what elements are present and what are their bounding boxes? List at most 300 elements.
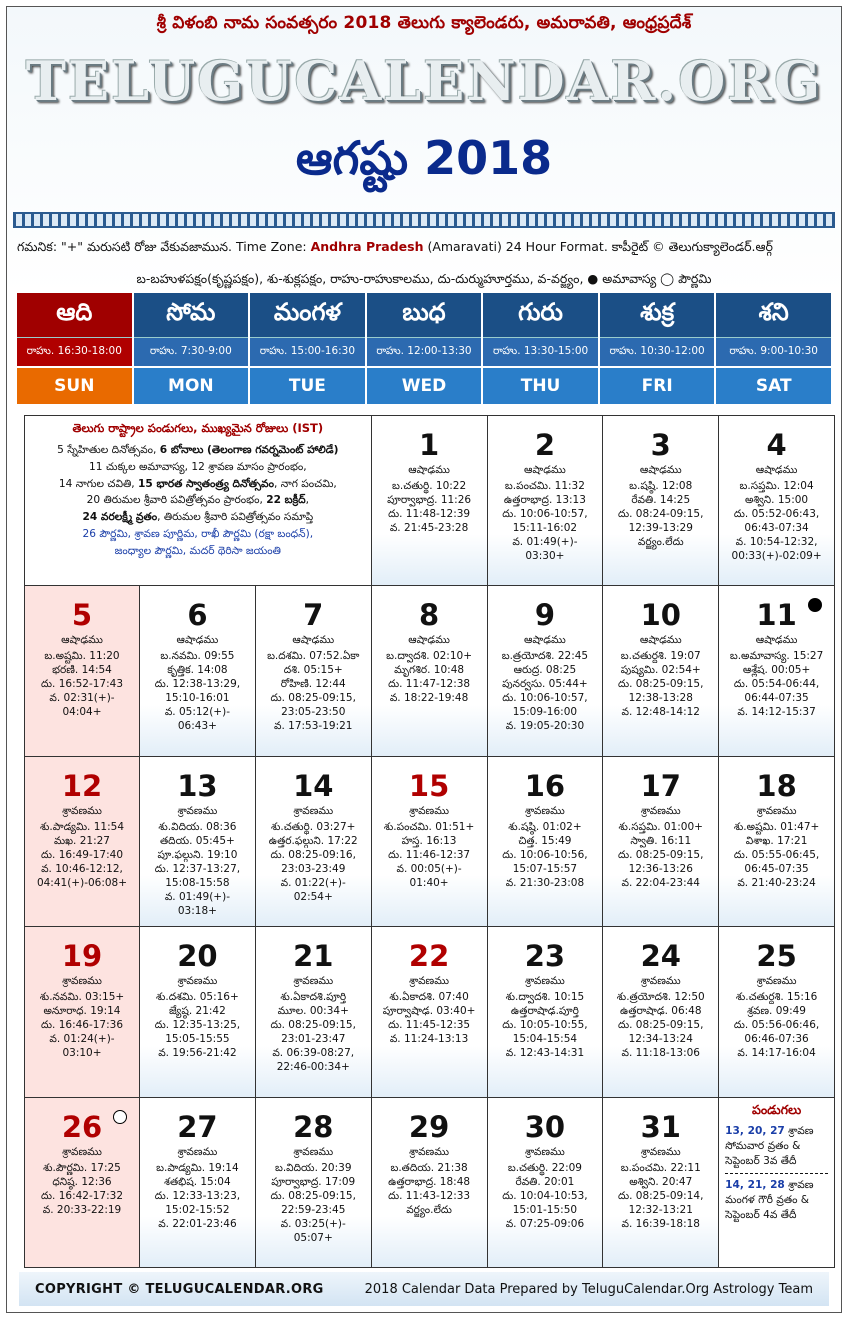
panchang-line: వ. 17:53-19:21	[274, 720, 353, 733]
panchang-line: 00:33(+)-02:09+	[731, 550, 822, 562]
panchang-line: దు. 10:06-10:57,	[502, 692, 588, 705]
panchang-line: వర్జ్యం.లేదు	[637, 536, 684, 548]
date-number: 7	[303, 598, 324, 633]
day-cell-10	[603, 586, 719, 756]
panchang-line: ఆశ్లేష. 00:05+	[742, 664, 811, 677]
panchang-line: దు. 05:55-06:45,	[733, 848, 820, 861]
weekday-english: FRI	[600, 366, 715, 404]
day-cell-12	[25, 757, 140, 927]
weekday-header-mon	[134, 293, 249, 404]
festival-text: , నాగ పంచమి,	[273, 477, 337, 490]
weekday-rahukalam: రాహు. 12:00-13:30	[367, 337, 482, 366]
panchang-line: శు.అష్టమి. 01:47+	[733, 820, 820, 833]
lunar-month: శ్రావణము	[756, 975, 797, 988]
panchang-line: దు. 08:25-09:16,	[270, 848, 356, 861]
weekday-header-thu	[483, 293, 598, 404]
panchang-line: బ.దశమి. 07:52.ఏకా	[267, 650, 360, 663]
panchang-line: వర్జ్యం.లేదు	[406, 1203, 452, 1216]
panchang-line: 04:04+	[62, 706, 102, 719]
panchang-line: శు.చతుర్థి. 03:27+	[270, 820, 356, 833]
panchang-line: 12:32-13:21	[628, 1203, 693, 1216]
calendar-page	[6, 6, 842, 1313]
panchang-line: దు. 10:04-10:53,	[502, 1189, 588, 1202]
panchang-line: 15:05-15:55	[165, 1033, 230, 1046]
panchang-line: వ. 12:43-14:31	[505, 1047, 585, 1060]
panchang-line: వ. 20:33-22:19	[42, 1203, 122, 1216]
lunar-month: ఆషాఢము	[292, 634, 335, 647]
panchang-line: 15:10-16:01	[165, 692, 230, 705]
panchang-line: దు. 08:25-09:15,	[618, 848, 704, 861]
pandugalu-box	[719, 1098, 835, 1268]
panchang-line: దు. 10:06-10:57,	[502, 508, 588, 520]
lunar-month: శ్రావణము	[756, 804, 797, 817]
panchang-line: 22:46-00:34+	[276, 1061, 350, 1074]
lunar-month: ఆషాఢము	[408, 464, 450, 476]
panchang-line: వ. 03:25(+)-	[280, 1217, 346, 1230]
panchang-line: వ. 19:56-21:42	[158, 1047, 237, 1060]
date-number: 23	[524, 939, 566, 974]
panchang-line: పునర్వసు. 05:44+	[502, 678, 588, 691]
festival-text: 14 నాగుల చవితి,	[58, 477, 139, 490]
panchang-line: 23:03-23:49	[281, 862, 346, 875]
lunar-month: శ్రావణము	[293, 804, 334, 817]
lunar-month: శ్రావణము	[177, 804, 218, 817]
panchang-line: మృగశిర. 10:48	[394, 664, 465, 677]
weekday-rahukalam: రాహు. 9:00-10:30	[716, 337, 831, 366]
day-cell-30	[488, 1098, 604, 1268]
panchang-line: వ. 22:04-23:44	[621, 876, 700, 889]
panchang-line: శు.ఏకాదశి.పూర్తి	[280, 991, 347, 1004]
panchang-line: శు.పాడ్యమి. 11:54	[40, 820, 124, 833]
lunar-month: ఆషాఢము	[639, 464, 682, 476]
panchang-line: 12:36-13:26	[628, 862, 693, 875]
panchang-line: వ. 02:31(+)-	[49, 692, 115, 705]
panchang-line: తదియ. 05:45+	[160, 834, 235, 847]
panchang-line: దు. 12:38-13:29,	[154, 678, 241, 691]
festival-line	[29, 509, 367, 526]
festival-text: 15 భారత స్వాతంత్ర్య దినోత్సవం	[138, 477, 274, 490]
panchang-line: 06:43+	[177, 720, 217, 733]
lunar-month: శ్రావణము	[293, 975, 334, 988]
date-number: 20	[177, 939, 218, 974]
lunar-month: ఆషాఢము	[755, 464, 798, 476]
lunar-month: శ్రావణము	[409, 804, 449, 817]
day-cell-4	[719, 416, 835, 586]
weekday-telugu: మంగళ	[250, 293, 365, 337]
date-number: 11	[756, 598, 797, 633]
day-cell-3	[603, 416, 719, 586]
panchang-line: దు. 08:25-09:15,	[618, 1019, 704, 1032]
lunar-month: శ్రావణము	[525, 804, 565, 817]
calendar-grid	[24, 415, 835, 1268]
panchang-line: జ్యేష్ఠ. 21:42	[169, 1005, 226, 1018]
panchang-line: 22:59-23:45	[281, 1203, 346, 1216]
panchang-line: బ.అష్టమి. 11:20	[44, 650, 120, 663]
panchang-line: 12:38-13:28	[628, 692, 693, 705]
panchang-line: దు. 16:49-17:40	[40, 848, 124, 861]
panchang-line: వ. 01:24(+)-	[49, 1033, 115, 1046]
day-cell-17	[603, 757, 719, 927]
date-number: 19	[61, 939, 103, 974]
date-number: 6	[187, 598, 208, 633]
panchang-line: బ.షష్ఠి. 12:08	[629, 480, 693, 492]
panchang-line: ధనిష్ఠ. 12:36	[52, 1175, 112, 1188]
panchang-line: పూ.ఫల్గుని. 19:10	[157, 848, 238, 861]
panchang-line: 15:04-15:54	[512, 1033, 578, 1046]
panchang-line: వ. 10:54-12:32,	[735, 536, 818, 548]
panchang-line: దు. 08:25-09:15,	[270, 1189, 356, 1202]
panchang-line: శు.ద్వాదశి. 10:15	[505, 991, 585, 1004]
panchang-line: దు. 10:06-10:56,	[502, 848, 588, 861]
panchang-line: వ. 06:39-08:27,	[272, 1047, 355, 1060]
lunar-month: శ్రావణము	[525, 1145, 565, 1158]
date-number: 28	[293, 1109, 334, 1144]
day-cell-16	[488, 757, 604, 927]
panchang-line: దు. 08:25-09:14,	[618, 1189, 704, 1202]
day-cell-25	[719, 927, 835, 1097]
footer-copyright: COPYRIGHT © TELUGUCALENDAR.ORG	[35, 1281, 324, 1297]
panchang-line: దు. 11:43-12:33	[388, 1189, 471, 1202]
festival-line: 26 పౌర్ణమి, శ్రావణ పూర్ణిమ, రాఖీ పౌర్ణమి (రక్షా బంధన్),	[82, 527, 314, 540]
timezone-note	[17, 239, 835, 258]
weekday-header-sun	[17, 293, 132, 404]
panchang-line: 15:09-16:00	[512, 706, 578, 719]
panchang-line: అనూరాధ. 19:14	[43, 1005, 121, 1018]
weekday-header-row	[17, 293, 831, 404]
day-cell-22	[372, 927, 488, 1097]
panchang-line: శు.నవమి. 03:15+	[39, 991, 125, 1004]
dashed-separator	[725, 1173, 828, 1174]
day-cell-18	[719, 757, 835, 927]
day-cell-29	[372, 1098, 488, 1268]
panchang-line: బ.విదియ. 20:39	[274, 1161, 352, 1174]
panchang-line: వ. 22:01-23:46	[158, 1217, 237, 1230]
lunar-month: ఆషాఢము	[524, 634, 566, 647]
weekday-rahukalam: రాహు. 15:00-16:30	[250, 337, 365, 366]
panchang-line: చిత్త. 15:49	[518, 834, 572, 847]
date-number: 29	[408, 1109, 450, 1144]
panchang-line: అశ్విని. 20:47	[629, 1175, 693, 1188]
date-number: 18	[756, 768, 797, 803]
panchang-line: మూల. 00:34+	[277, 1005, 349, 1018]
date-number: 15	[408, 768, 450, 803]
panchang-line: దు. 10:05-10:55,	[502, 1019, 588, 1032]
panchang-line: 15:08-15:58	[165, 876, 230, 889]
day-cell-20	[140, 927, 256, 1097]
date-number: 5	[71, 598, 93, 633]
panchang-line: బ.నవమి. 09:55	[160, 650, 235, 663]
panchang-line: దు. 08:24-09:15,	[618, 508, 704, 520]
pandugalu-text: శ్రావణ మంగళ గౌరీ వ్రతం & సెప్టెంబర్ 4వ తేదీ	[725, 1178, 814, 1221]
weekday-header-tue	[250, 293, 365, 404]
date-number: 27	[177, 1109, 218, 1144]
festival-list	[25, 416, 372, 586]
weekday-telugu: ఆది	[17, 293, 132, 337]
panchang-line: దు. 05:56-06:46,	[733, 1019, 820, 1032]
panchang-line: మఖ. 21:27	[54, 834, 110, 847]
panchang-line: వ. 14:17-16:04	[737, 1047, 816, 1060]
festival-line: జంధ్యాల పౌర్ణమి, మదర్ థెరిసా జయంతి	[114, 544, 281, 557]
panchang-line: దు. 08:25-09:15,	[270, 1019, 356, 1032]
lunar-month: శ్రావణము	[640, 1145, 681, 1158]
panchang-line: బ.తదియ. 21:38	[390, 1161, 468, 1174]
panchang-line: 06:44-07:35	[744, 692, 809, 705]
panchang-line: 15:11-16:02	[512, 522, 578, 534]
panchang-line: శు.విదియ. 08:36	[158, 820, 237, 833]
festival-text: 5 స్నేహితుల దినోత్సవం,	[57, 444, 160, 456]
panchang-line: శు.పంచమి. 01:51+	[383, 820, 475, 833]
abbreviation-legend: బ-బహుళపక్షం(కృష్ణపక్షం), శు-శుక్లపక్షం, రాహు-రాహుకాలము, దు-దుర్ముహూర్తము, వ-వర్జ్యం, ● అమావాస్య ◯ పౌర్ణమి	[136, 271, 712, 286]
panchang-line: ఉత్తరాభాద్ర. 13:13	[503, 494, 586, 506]
panchang-line: 03:30+	[525, 550, 565, 562]
panchang-line: శు.సప్తమి. 01:00+	[618, 820, 703, 833]
pandugalu-line	[725, 1178, 828, 1223]
pandugalu-title: పండుగలు	[751, 1101, 802, 1117]
panchang-line: దు. 11:47-12:38	[388, 678, 471, 691]
date-number: 24	[640, 939, 681, 974]
panchang-line: 15:01-15:50	[512, 1203, 578, 1216]
festival-line	[29, 476, 367, 493]
panchang-line: 23:01-23:47	[281, 1033, 346, 1046]
panchang-line: శు.చతుర్దశి. 15:16	[735, 991, 818, 1004]
footer-bar	[19, 1272, 829, 1306]
lunar-month: ఆషాఢము	[639, 634, 682, 647]
day-cell-8	[372, 586, 488, 756]
panchang-line: బ.పంచమి. 11:32	[504, 480, 585, 492]
panchang-line: దు. 08:25-09:15,	[270, 692, 356, 705]
panchang-line: రేవతి. 20:01	[515, 1175, 575, 1188]
panchang-line: వ. 07:25-09:06	[505, 1217, 585, 1230]
panchang-line: బ.చతుర్దశి. 19:07	[620, 650, 701, 663]
ornamental-divider	[13, 212, 835, 228]
panchang-line: దు. 12:35-13:25,	[154, 1019, 241, 1032]
panchang-line: 23:05-23:50	[281, 706, 346, 719]
panchang-line: వ. 00:05(+)-	[396, 862, 462, 875]
panchang-line: దు. 16:46-17:36	[40, 1019, 124, 1032]
weekday-english: WED	[367, 366, 482, 404]
panchang-line: 15:02-15:52	[165, 1203, 230, 1216]
panchang-line: బ.చతుర్థి. 22:09	[507, 1161, 582, 1174]
day-cell-6	[140, 586, 256, 756]
panchang-line: దు. 16:52-17:43	[40, 678, 124, 691]
lunar-month: ఆషాఢము	[755, 634, 798, 647]
lunar-month: శ్రావణము	[293, 1145, 334, 1158]
panchang-line: బ.పంచమి. 22:11	[620, 1161, 701, 1174]
pandugalu-dates: 14, 21, 28	[725, 1178, 785, 1191]
day-cell-2	[488, 416, 604, 586]
panchang-line: ఉత్తరాషాఢ.పూర్తి	[510, 1005, 579, 1018]
weekday-rahukalam: రాహు. 10:30-12:00	[600, 337, 715, 366]
panchang-line: వ. 11:24-13:13	[389, 1033, 469, 1046]
lunar-month: ఆషాఢము	[176, 634, 219, 647]
panchang-line: వ. 10:46-12:12,	[41, 862, 123, 875]
panchang-line: బ.త్రయోదశి. 22:45	[501, 650, 589, 663]
lunar-month: శ్రావణము	[409, 1145, 449, 1158]
lunar-month: శ్రావణము	[640, 975, 681, 988]
date-number: 9	[534, 598, 555, 633]
lunar-month: శ్రావణము	[177, 975, 218, 988]
panchang-line: వ. 21:45-23:28	[389, 522, 469, 534]
panchang-line: శ్రవణ. 09:49	[747, 1005, 806, 1018]
lunar-month: శ్రావణము	[525, 975, 565, 988]
date-number: 3	[650, 428, 671, 462]
panchang-line: వ. 18:22-19:48	[389, 692, 469, 705]
weekday-telugu: సోమ	[134, 293, 249, 337]
day-cell-1	[372, 416, 488, 586]
panchang-line: దు. 11:48-12:39	[388, 508, 471, 520]
panchang-line: ఉత్తరాభాద్ర. 18:48	[388, 1175, 471, 1188]
date-number: 25	[756, 939, 797, 974]
panchang-line: పూర్వాభాద్ర. 17:09	[271, 1175, 356, 1188]
panchang-line: 12:34-13:24	[628, 1033, 693, 1046]
weekday-header-sat	[716, 293, 831, 404]
panchang-line: 15:07-15:57	[512, 862, 578, 875]
day-cell-19	[25, 927, 140, 1097]
panchang-line: రేవతి. 14:25	[631, 494, 691, 506]
day-cell-26	[25, 1098, 140, 1268]
weekday-english: TUE	[250, 366, 365, 404]
panchang-line: 02:54+	[293, 890, 333, 903]
day-cell-9	[488, 586, 604, 756]
note-zone: Andhra Pradesh	[310, 239, 424, 254]
weekday-english: THU	[483, 366, 598, 404]
lunar-month: శ్రావణము	[62, 1145, 102, 1158]
day-cell-7	[256, 586, 372, 756]
panchang-line: దు. 12:37-13:27,	[154, 862, 241, 875]
panchang-line: శు.షష్ఠి. 01:02+	[508, 820, 582, 833]
weekday-telugu: శని	[716, 293, 831, 337]
panchang-line: దు. 11:45-12:35	[388, 1019, 471, 1032]
date-number: 21	[293, 939, 334, 974]
panchang-line: ఉత్తర.ఫల్గుని. 17:22	[268, 834, 358, 847]
panchang-line: భరణి. 14:54	[52, 664, 112, 677]
panchang-line: దు. 05:52-06:43,	[733, 508, 820, 520]
date-number: 22	[408, 939, 450, 974]
weekday-rahukalam: రాహు. 16:30-18:00	[17, 337, 132, 366]
panchang-line: శతభిష. 15:04	[164, 1175, 231, 1188]
panchang-line: పుష్యమి. 02:54+	[620, 664, 701, 677]
festival-text: 6 బోనాలు (తెలంగాణ గవర్నమెంట్ హాలిడే)	[159, 444, 339, 456]
panchang-line: బ.చతుర్థి. 10:22	[392, 480, 467, 492]
panchang-line: 03:18+	[177, 904, 217, 917]
panchang-line: శు.ఏకాదశి. 07:40	[389, 991, 469, 1004]
date-number: 8	[418, 598, 440, 633]
festival-line	[29, 442, 367, 459]
panchang-line: వ. 01:22(+)-	[280, 876, 346, 889]
weekday-telugu: గురు	[483, 293, 598, 337]
panchang-line: పూర్వాషాఢ. 03:40+	[382, 1005, 476, 1018]
weekday-rahukalam: రాహు. 13:30-15:00	[483, 337, 598, 366]
panchang-line: రోహిణి. 12:44	[280, 678, 346, 691]
panchang-line: వ. 21:40-23:24	[737, 876, 816, 889]
panchang-line: 05:07+	[293, 1231, 333, 1244]
panchang-line: దు. 11:46-12:37	[388, 848, 471, 861]
day-cell-23	[488, 927, 604, 1097]
date-number: 13	[177, 768, 218, 803]
panchang-line: కృత్తిక. 14:08	[167, 664, 228, 677]
festival-line: 11 చుక్కల అమావాస్య, 12 శ్రావణ మాసం ప్రారంభం,	[89, 460, 307, 473]
panchang-line: బ.సప్తమి. 12:04	[739, 480, 814, 492]
panchang-line: దు. 08:25-09:15,	[618, 678, 704, 691]
festival-text: 20 తిరుమల శ్రీవారి పవిత్రోత్సవం ప్రారంభం,	[86, 494, 267, 507]
month-title: ఆగష్టు 2018	[295, 131, 553, 185]
lunar-month: శ్రావణము	[62, 975, 102, 988]
panchang-line: 01:40+	[409, 876, 449, 889]
panchang-line: వ. 01:49(+)-	[512, 536, 578, 548]
panchang-line: వ. 19:05-20:30	[505, 720, 585, 733]
pandugalu-line	[725, 1124, 828, 1169]
panchang-line: దు. 12:33-13:23,	[154, 1189, 241, 1202]
date-number: 12	[61, 768, 103, 803]
panchang-line: వ. 16:39-18:18	[621, 1217, 700, 1230]
lunar-month: ఆషాఢము	[524, 464, 566, 476]
lunar-month: శ్రావణము	[62, 804, 102, 817]
day-cell-27	[140, 1098, 256, 1268]
site-logo: TELUGUCALENDAR.ORG	[25, 49, 823, 113]
date-number: 4	[766, 428, 787, 462]
weekday-english: SAT	[716, 366, 831, 404]
panchang-line: శు.త్రయోదశి. 12:50	[616, 991, 705, 1004]
weekday-header-fri	[600, 293, 715, 404]
panchang-line: అశ్విని. 15:00	[745, 494, 809, 506]
date-number: 16	[524, 768, 566, 803]
date-number: 2	[534, 428, 555, 462]
day-cell-14	[256, 757, 372, 927]
date-number: 30	[524, 1109, 566, 1144]
pandugalu-text: శ్రావణ సోమవార వ్రతం & సెప్టెంబర్ 3వ తేదీ	[725, 1124, 814, 1167]
panchang-line: పూర్వాభాద్ర. 11:26	[387, 494, 472, 506]
day-cell-24	[603, 927, 719, 1097]
date-number: 31	[640, 1109, 681, 1144]
full-moon-icon	[113, 1110, 127, 1124]
day-cell-28	[256, 1098, 372, 1268]
panchang-line: శు.పౌర్ణమి. 17:25	[43, 1161, 121, 1174]
festival-line	[29, 492, 367, 509]
panchang-line: 04:41(+)-06:08+	[36, 876, 128, 889]
panchang-line: విశాఖ. 17:21	[745, 834, 808, 847]
festival-text: 24 వరలక్ష్మీ వ్రతం	[82, 511, 158, 524]
panchang-line: ఉత్తరాషాఢ. 06:48	[619, 1005, 702, 1018]
panchang-line: వ. 01:49(+)-	[164, 890, 230, 903]
panchang-line: వ. 12:48-14:12	[621, 706, 700, 719]
note-prefix: గమనిక: "+" మరుసటి రోజు వేకువజామున. Time Zone:	[17, 239, 311, 254]
weekday-english: MON	[134, 366, 249, 404]
panchang-line: 06:46-07:36	[744, 1033, 809, 1046]
festival-text: 22 బక్రీద్	[266, 494, 306, 507]
day-cell-13	[140, 757, 256, 927]
lunar-month: ఆషాఢము	[408, 634, 450, 647]
festival-text: , తిరుమల శ్రీవారి పవిత్రోత్సవం సమాప్తి	[157, 511, 314, 524]
weekday-telugu: బుధ	[367, 293, 482, 337]
year-header: శ్రీ విళంబి నామ సంవత్సరం 2018 తెలుగు క్యాలెండరు, అమరావతి, ఆంధ్రప్రదేశ్	[156, 13, 692, 33]
lunar-month: శ్రావణము	[177, 1145, 218, 1158]
date-number: 14	[293, 768, 334, 803]
panchang-line: 06:45-07:35	[744, 862, 809, 875]
panchang-line: వ. 21:30-23:08	[505, 876, 585, 889]
panchang-line: 06:43-07:34	[744, 522, 809, 534]
date-number: 26	[61, 1109, 103, 1144]
date-number: 1	[418, 428, 440, 462]
weekday-english: SUN	[17, 366, 132, 404]
footer-credit: 2018 Calendar Data Prepared by TeluguCalendar.Org Astrology Team	[364, 1281, 813, 1297]
panchang-line: బ.అమావాస్య. 15:27	[729, 650, 824, 663]
lunar-month: శ్రావణము	[409, 975, 449, 988]
panchang-line: ఆరుద్ర. 08:25	[513, 664, 577, 677]
panchang-line: దశి. 05:15+	[283, 664, 343, 677]
panchang-line: శు.దశమి. 05:16+	[156, 991, 239, 1004]
panchang-line: 03:10+	[62, 1047, 102, 1060]
festival-text: ,	[305, 494, 309, 507]
